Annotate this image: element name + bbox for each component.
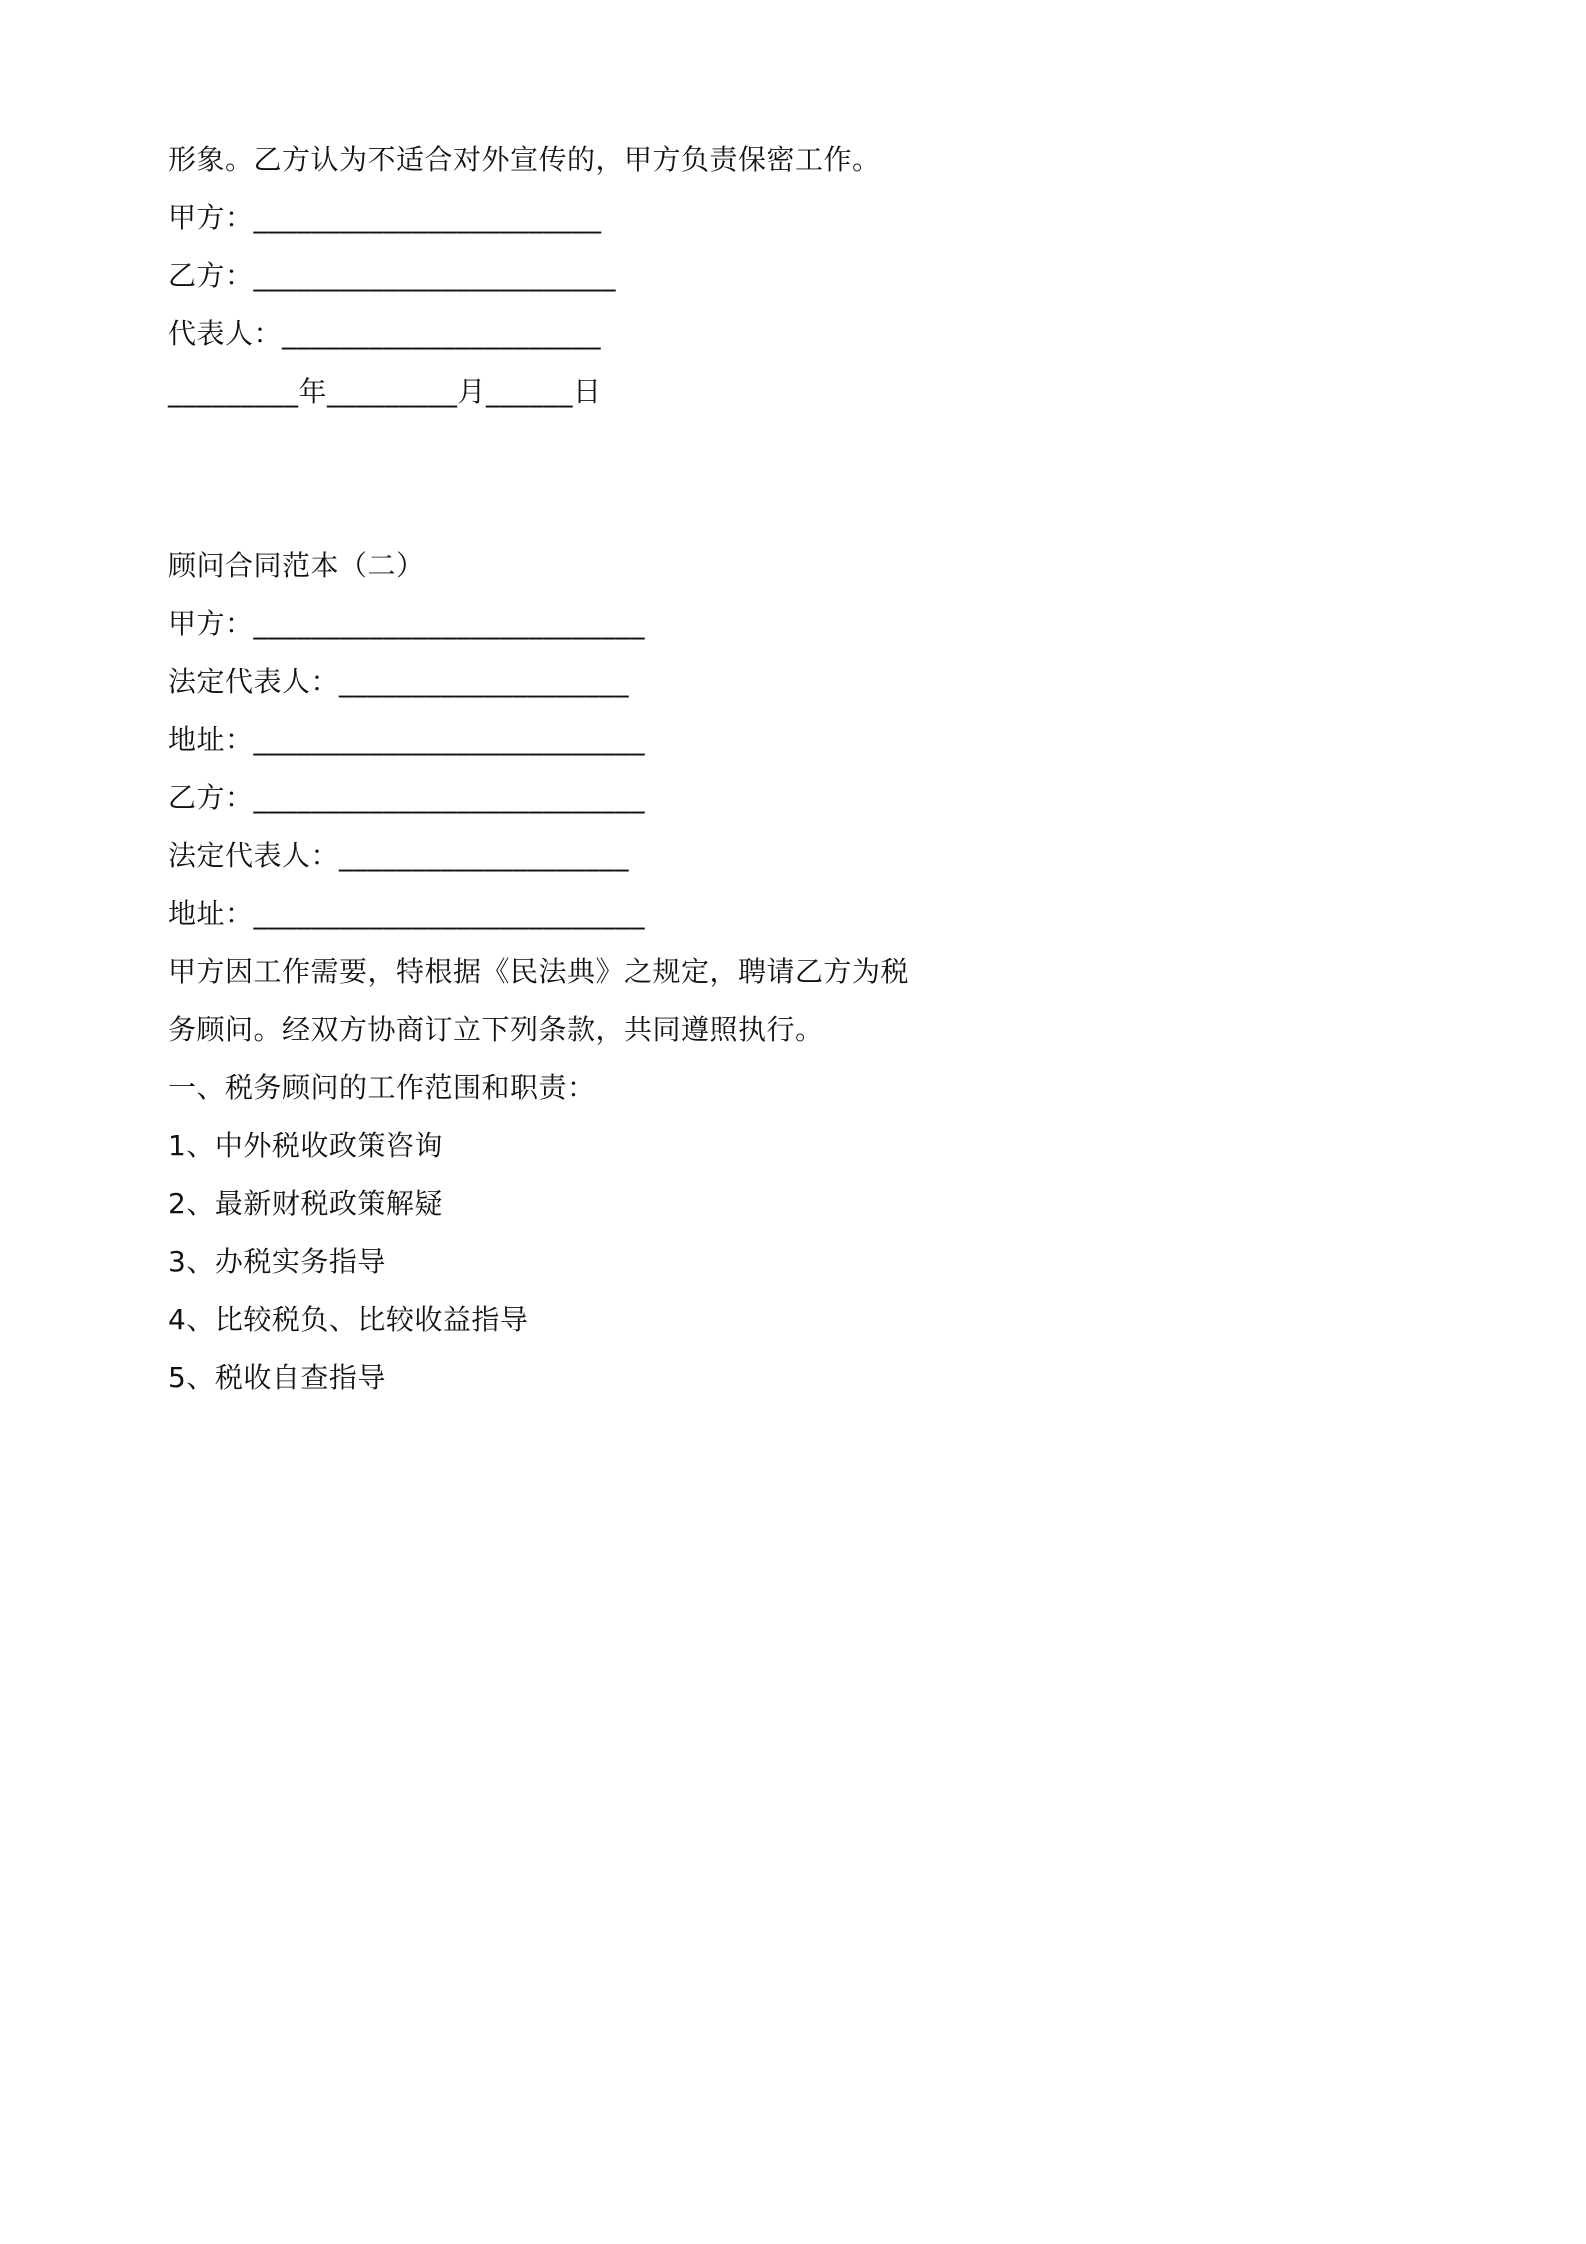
list-item: 5、税收自查指导 bbox=[168, 1361, 386, 1394]
contract-title: 顾问合同范本（二） bbox=[168, 549, 425, 582]
party-b-line: 乙方：___________________________ bbox=[168, 781, 646, 814]
party-a-line: 甲方：___________________________ bbox=[168, 607, 646, 640]
intro-paragraph-line: 甲方因工作需要，特根据《民法典》之规定，聘请乙方为税 bbox=[168, 955, 910, 988]
intro-paragraph-line: 务顾问。经双方协商订立下列条款，共同遵照执行。 bbox=[168, 1013, 824, 1046]
representative-signature-line: 代表人：______________________ bbox=[168, 317, 602, 350]
party-a-legal-rep-line: 法定代表人：____________________ bbox=[168, 665, 630, 698]
date-line: _________年_________月______日 bbox=[168, 375, 602, 408]
party-a-signature-line: 甲方：________________________ bbox=[168, 201, 602, 234]
list-item: 4、比较税负、比较收益指导 bbox=[168, 1303, 529, 1336]
list-item: 1、中外税收政策咨询 bbox=[168, 1129, 443, 1162]
list-item: 3、办税实务指导 bbox=[168, 1245, 386, 1278]
document-page bbox=[0, 0, 1102, 1559]
section-heading: 一、税务顾问的工作范围和职责： bbox=[168, 1071, 596, 1104]
party-a-address-line: 地址：___________________________ bbox=[168, 723, 646, 756]
party-b-address-line: 地址：___________________________ bbox=[168, 897, 646, 930]
paragraph-line: 形象。乙方认为不适合对外宣传的，甲方负责保密工作。 bbox=[168, 143, 881, 176]
list-item: 2、最新财税政策解疑 bbox=[168, 1187, 443, 1220]
party-b-legal-rep-line: 法定代表人：____________________ bbox=[168, 839, 630, 872]
party-b-signature-line: 乙方：_________________________ bbox=[168, 259, 617, 292]
